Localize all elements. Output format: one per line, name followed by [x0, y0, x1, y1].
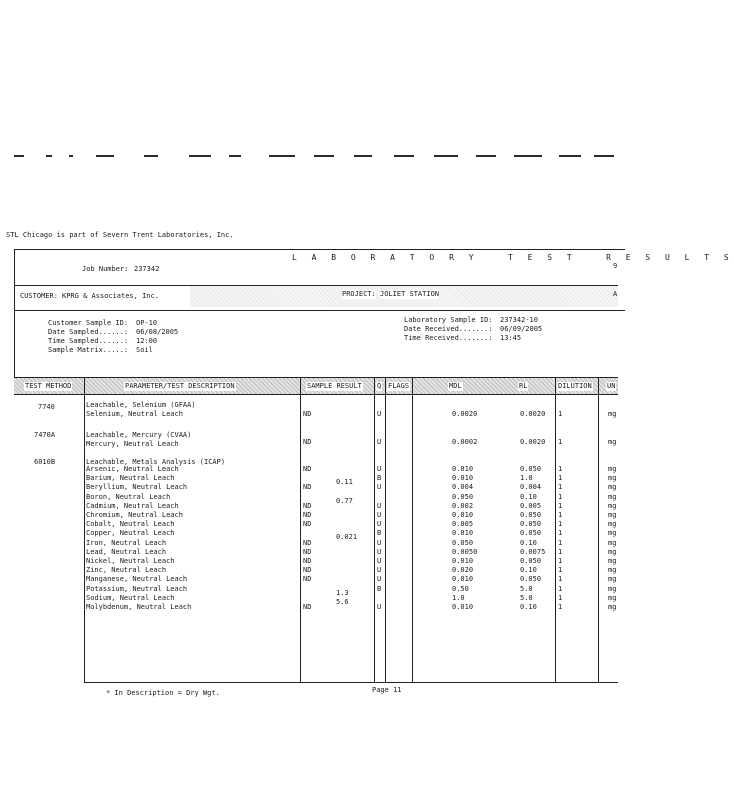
parameter-description: Selenium, Neutral Leach	[86, 410, 183, 418]
unit-value: mg	[608, 529, 617, 538]
unit-value: mg	[608, 584, 617, 593]
mdl-value: 0.010	[452, 474, 474, 483]
parameter-description: Iron, Neutral Leach	[86, 538, 167, 547]
dilution-value: 1	[558, 511, 563, 519]
unit-value: mg	[608, 438, 617, 446]
unit-value: mg	[608, 474, 617, 483]
mdl-value: 0.010	[452, 575, 474, 584]
rl-value: 0.004	[520, 483, 542, 492]
mdl-value: 0.050	[452, 538, 474, 547]
customer-sample-id-label: Customer Sample ID:	[48, 319, 129, 327]
mdl-value: 0.010	[452, 511, 474, 519]
mdl-value: 0.050	[452, 492, 474, 501]
mdl-value: 0.0020	[452, 410, 478, 418]
col-header-description: PARAMETER/TEST DESCRIPTION	[125, 382, 235, 390]
qualifier: U	[377, 603, 382, 611]
qualifier: U	[377, 520, 382, 529]
mdl-value: 0.50	[452, 584, 469, 593]
col-header-rl: RL	[519, 382, 528, 390]
col-header-result: SAMPLE RESULT	[307, 382, 362, 390]
unit-value: mg	[608, 511, 617, 519]
dilution-value: 1	[558, 529, 563, 538]
qualifier: U	[377, 438, 382, 446]
report-title: L A B O R A T O R Y T E S T R E S U L T S	[292, 253, 734, 262]
qualifier: U	[377, 511, 382, 519]
company-line: STL Chicago is part of Severn Trent Laboratories, Inc.	[6, 231, 234, 239]
rl-value: 0.050	[520, 575, 542, 584]
qualifier: B	[377, 474, 382, 483]
scan-dash-line	[14, 155, 614, 159]
nd-marker: ND	[303, 511, 312, 519]
dilution-value: 1	[558, 575, 563, 584]
nd-marker: ND	[303, 547, 312, 556]
sample-result: 5.6	[336, 597, 349, 606]
dilution-value: 1	[558, 584, 563, 593]
parameter-description: Arsenic, Neutral Leach	[86, 465, 179, 473]
mdl-value: 0.002	[452, 501, 474, 510]
unit-value: mg	[608, 575, 617, 584]
parameter-description: Molybdenum, Neutral Leach	[86, 603, 192, 611]
project-name: JOLIET STATION	[380, 290, 440, 298]
mdl-value: 0.004	[452, 483, 474, 492]
nd-marker: ND	[303, 566, 312, 575]
project-label: PROJECT:	[342, 290, 376, 298]
dilution-value: 1	[558, 474, 563, 483]
dilution-value: 1	[558, 492, 563, 501]
col-header-method: TEST METHOD	[25, 382, 72, 390]
sample-result: 1.3	[336, 588, 349, 597]
test-group-title: Leachable, Mercury (CVAA)	[86, 431, 192, 439]
qualifier: B	[377, 584, 382, 593]
qualifier: U	[377, 483, 382, 492]
parameter-description: Zinc, Neutral Leach	[86, 566, 167, 575]
page-number: Page 11	[372, 686, 402, 694]
col-header-mdl: MDL	[449, 382, 462, 390]
dilution-value: 1	[558, 410, 563, 418]
rl-value: 0.0020	[520, 410, 546, 418]
dilution-value: 1	[558, 438, 563, 446]
dilution-value: 1	[558, 566, 563, 575]
dilution-value: 1	[558, 603, 563, 611]
col-divider-q	[385, 378, 386, 682]
unit-value: mg	[608, 520, 617, 529]
nd-marker: ND	[303, 520, 312, 529]
lab-sample-id-label: Laboratory Sample ID:	[404, 316, 493, 324]
unit-value: mg	[608, 483, 617, 492]
page-marker: 9	[613, 262, 618, 270]
table-bottom-border	[84, 682, 618, 683]
parameter-description: Mercury, Neutral Leach	[86, 440, 179, 448]
rl-value: 0.10	[520, 538, 537, 547]
nd-marker: ND	[303, 603, 312, 611]
rl-value: 0.050	[520, 557, 542, 565]
rl-value: 0.005	[520, 501, 542, 510]
qualifier: U	[377, 575, 382, 584]
rl-value: 0.050	[520, 465, 542, 473]
footer-note: * In Description = Dry Wgt.	[106, 689, 220, 697]
test-method: 6010B	[34, 458, 56, 466]
unit-value: mg	[608, 547, 617, 556]
mdl-value: 0.005	[452, 520, 474, 529]
dilution-value: 1	[558, 501, 563, 510]
col-divider-result	[374, 378, 375, 682]
unit-value: mg	[608, 603, 617, 611]
col-divider-description	[300, 378, 301, 682]
unit-value: mg	[608, 492, 617, 501]
time-received: 13:45	[500, 334, 522, 342]
nd-marker: ND	[303, 410, 312, 418]
parameter-description: Nickel, Neutral Leach	[86, 557, 175, 565]
date-sampled-label: Date Sampled......:	[48, 328, 129, 336]
parameter-description: Boron, Neutral Leach	[86, 492, 171, 501]
date-received-label: Date Received.......:	[404, 325, 493, 333]
parameter-description: Barium, Neutral Leach	[86, 474, 175, 483]
rl-value: 0.0075	[520, 547, 546, 556]
col-header-units: UN	[607, 382, 616, 390]
col-header-flags: FLAGS	[388, 382, 410, 390]
nd-marker: ND	[303, 438, 312, 446]
dilution-value: 1	[558, 557, 563, 565]
col-header-q: Q	[377, 382, 382, 390]
rl-value: 0.10	[520, 603, 537, 611]
rl-value: 0.050	[520, 529, 542, 538]
customer-sample-id: OP-10	[136, 319, 158, 327]
test-group-title: Leachable, Selenium (GFAA)	[86, 401, 196, 409]
test-method: 7740	[38, 403, 55, 411]
date-sampled: 06/08/2005	[136, 328, 179, 336]
parameter-description: Potassium, Neutral Leach	[86, 584, 188, 593]
col-divider-rl	[555, 378, 556, 682]
unit-value: mg	[608, 538, 617, 547]
sample-info-left-border	[14, 310, 15, 380]
dilution-value: 1	[558, 465, 563, 473]
sample-result: 0.77	[336, 496, 353, 505]
rl-value: 5.0	[520, 593, 533, 602]
sample-matrix: Soil	[136, 346, 153, 354]
job-number: 237342	[134, 265, 160, 273]
qualifier: U	[377, 538, 382, 547]
qualifier: U	[377, 501, 382, 510]
mdl-value: 0.020	[452, 566, 474, 575]
rl-value: 0.10	[520, 492, 537, 501]
unit-value: mg	[608, 557, 617, 565]
time-sampled: 12:00	[136, 337, 158, 345]
sample-result: 0.021	[336, 533, 358, 542]
unit-value: mg	[608, 465, 617, 473]
rl-value: 5.0	[520, 584, 533, 593]
lab-sample-id: 237342-10	[500, 316, 538, 324]
parameter-description: Sodium, Neutral Leach	[86, 593, 175, 602]
parameter-description: Chromium, Neutral Leach	[86, 511, 183, 519]
unit-value: mg	[608, 593, 617, 602]
col-header-dilution: DILUTION	[558, 382, 592, 390]
unit-value: mg	[608, 410, 617, 418]
mdl-value: 1.0	[452, 593, 465, 602]
rl-value: 1.0	[520, 474, 533, 483]
rl-value: 0.050	[520, 511, 542, 519]
nd-marker: ND	[303, 575, 312, 584]
parameter-description: Beryllium, Neutral Leach	[86, 483, 188, 492]
mdl-value: 0.0002	[452, 438, 478, 446]
qualifier: U	[377, 410, 382, 418]
rl-value: 0.10	[520, 566, 537, 575]
parameter-description: Cobalt, Neutral Leach	[86, 520, 175, 529]
parameter-description: Cadmium, Neutral Leach	[86, 501, 179, 510]
nd-marker: ND	[303, 538, 312, 547]
sample-result: 0.11	[336, 478, 353, 487]
qualifier: U	[377, 547, 382, 556]
dilution-value: 1	[558, 593, 563, 602]
dilution-value: 1	[558, 547, 563, 556]
test-group-title: Leachable, Metals Analysis (ICAP)	[86, 458, 226, 466]
unit-value: mg	[608, 501, 617, 510]
mdl-value: 0.0050	[452, 547, 478, 556]
sample-matrix-label: Sample Matrix.....:	[48, 346, 129, 354]
customer-name: KPRG & Associates, Inc.	[62, 292, 159, 300]
qualifier: U	[377, 465, 382, 473]
nd-marker: ND	[303, 501, 312, 510]
job-number-label: Job Number:	[82, 265, 129, 273]
dilution-value: 1	[558, 538, 563, 547]
time-sampled-label: Time Sampled......:	[48, 337, 129, 345]
qualifier: U	[377, 566, 382, 575]
column-header-bottom	[14, 394, 618, 395]
date-received: 06/09/2005	[500, 325, 543, 333]
col-divider-method	[84, 378, 85, 682]
qualifier: U	[377, 557, 382, 565]
parameter-description: Manganese, Neutral Leach	[86, 575, 188, 584]
rl-value: 0.050	[520, 520, 542, 529]
time-received-label: Time Received.......:	[404, 334, 493, 342]
dilution-value: 1	[558, 483, 563, 492]
project-right-marker: A	[613, 290, 618, 298]
nd-marker: ND	[303, 465, 312, 473]
mdl-value: 0.010	[452, 529, 474, 538]
qualifier: B	[377, 529, 382, 538]
mdl-value: 0.010	[452, 603, 474, 611]
nd-marker: ND	[303, 557, 312, 565]
customer-label: CUSTOMER:	[20, 292, 58, 300]
mdl-value: 0.010	[452, 557, 474, 565]
mdl-value: 0.010	[452, 465, 474, 473]
parameter-description: Copper, Neutral Leach	[86, 529, 175, 538]
nd-marker: ND	[303, 483, 312, 492]
parameter-description: Lead, Neutral Leach	[86, 547, 167, 556]
test-method: 7470A	[34, 431, 56, 439]
col-divider-dilution	[598, 378, 599, 682]
rl-value: 0.0020	[520, 438, 546, 446]
unit-value: mg	[608, 566, 617, 575]
dilution-value: 1	[558, 520, 563, 529]
col-divider-flags	[412, 378, 413, 682]
